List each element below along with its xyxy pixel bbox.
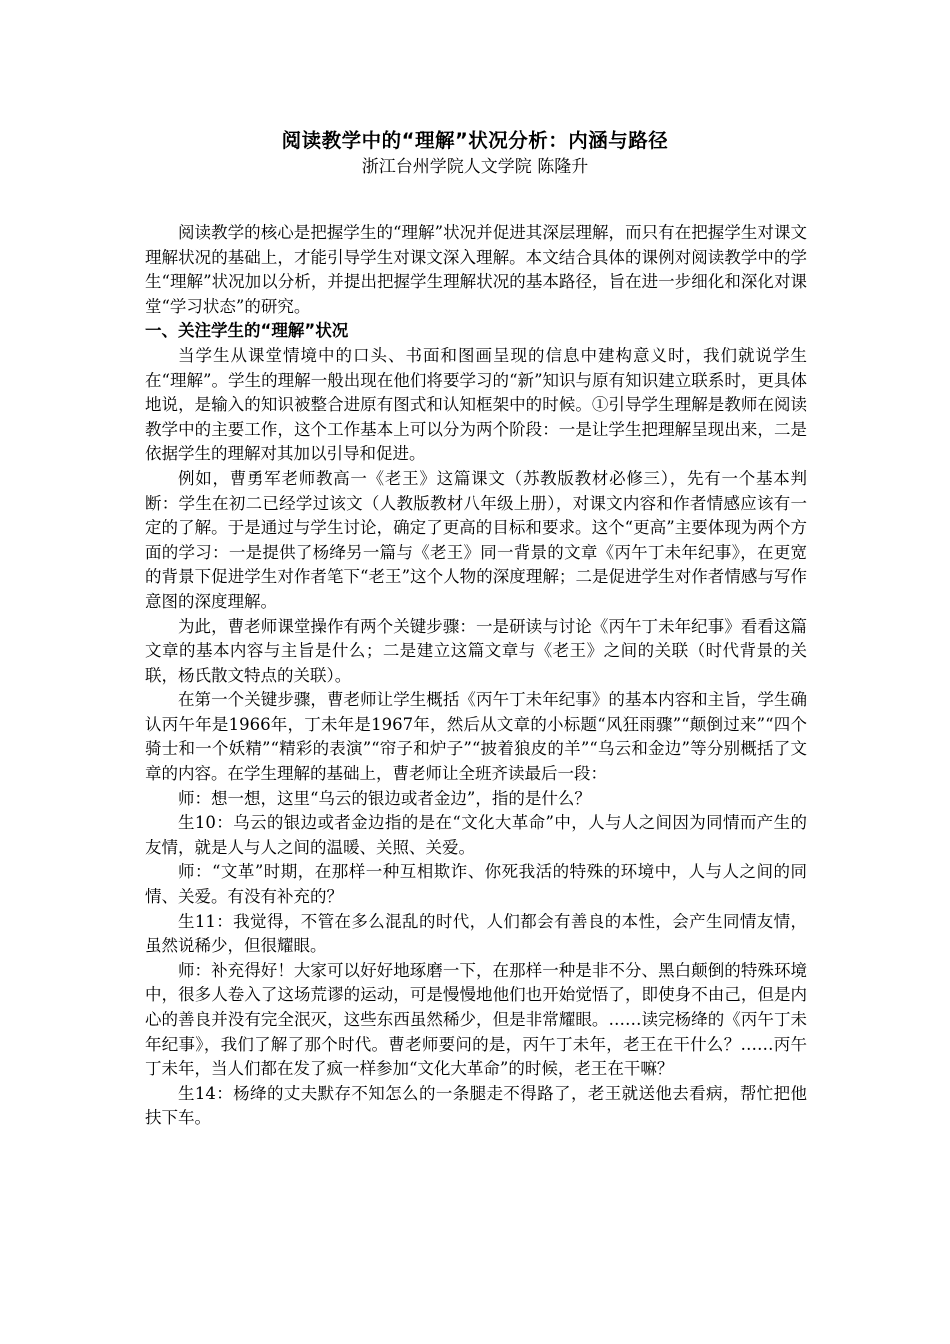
section-heading: 一、关注学生的“理解”状况 bbox=[145, 321, 349, 341]
body-paragraph: 在第一个关键步骤，曹老师让学生概括《丙午丁未年纪事》的基本内容和主旨，学生确认丙午年是1966年，丁未年是1967年，然后从文章的小标题“风狂雨骤”“颠倒过来”“四个骑士和一个妖精”“精彩的表演”“帘子和炉子”“披着狼皮的羊”“乌云和金边”等分别概括了文章的内容。在学生理解的基础上，曹老师让全班齐读最后一段： bbox=[145, 690, 807, 784]
dialogue-paragraph: 生10：乌云的银边或者金边指的是在“文化大革命”中，人与人之间因为同情而产生的友情，就是人与人之间的温暖、关照、关爱。 bbox=[145, 813, 807, 857]
dialogue-paragraph: 师：想一想，这里“乌云的银边或者金边”，指的是什么？ bbox=[178, 788, 591, 808]
dialogue-paragraph: 生14：杨绛的丈夫默存不知怎么的一条腿走不得路了，老王就送他去看病，帮忙把他扶下车。 bbox=[145, 1083, 807, 1128]
body-paragraph: 当学生从课堂情境中的口头、书面和图画呈现的信息中建构意义时，我们就说学生在“理解”。学生的理解一般出现在他们将要学习的“新”知识与原有知识建立联系时，更具体地说，是输入的知识被整合进原有图式和认知框架中的时候。①引导学生理解是教师在阅读教学中的主要工作，这个工作基本上可以分为两个阶段：一是让学生把理解呈现出来，二是依据学生的理解对其加以引导和促进。 bbox=[145, 345, 807, 464]
dialogue-paragraph: 师：“文革”时期，在那样一种互相欺诈、你死我活的特殊的环境中，人与人之间的同情、关爱。有没有补充的？ bbox=[145, 862, 807, 907]
body-paragraph: 为此，曹老师课堂操作有两个关键步骤：一是研读与讨论《丙午丁未年纪事》看看这篇文章的基本内容与主旨是什么；二是建立这篇文章与《老王》之间的关联（时代背景的关联，杨氏散文特点的关联）。 bbox=[145, 616, 807, 685]
document-body bbox=[145, 221, 807, 1131]
dialogue-paragraph: 师：补充得好！大家可以好好地琢磨一下，在那样一种是非不分、黑白颠倒的特殊环境中，很多人卷入了这场荒谬的运动，可是慢慢地他们也开始觉悟了，即使身不由己，但是内心的善良并没有完全泯灭，这些东西虽然稀少，但是非常耀眼。……读完杨绛的《丙午丁未年纪事》，我们了解了那个时代。曹老师要问的是，丙午丁未年，老王在干什么？……丙午丁未年，当人们都在发了疯一样参加“文化大革命”的时候，老王在干嘛？ bbox=[145, 960, 807, 1079]
dialogue-paragraph: 生11：我觉得，不管在多么混乱的时代，人们都会有善良的本性，会产生同情友情，虽然说稀少，但很耀眼。 bbox=[145, 911, 807, 956]
author-line: 浙江台州学院人文学院 陈隆升 bbox=[361, 157, 589, 177]
body-paragraph: 例如，曹勇军老师教高一《老王》这篇课文（苏教版教材必修三），先有一个基本判断：学生在初二已经学过该文（人教版教材八年级上册），对课文内容和作者情感应该有一定的了解。于是通过与学生讨论，确定了更高的目标和要求。这个“更高”主要体现为两个方面的学习：一是提供了杨绛另一篇与《老王》同一背景的文章《丙午丁未年纪事》，在更宽的背景下促进学生对作者笔下“老王”这个人物的深度理解；二是促进学生对作者情感与写作意图的深度理解。 bbox=[145, 468, 807, 611]
abstract-paragraph: 阅读教学的核心是把握学生的“理解”状况并促进其深层理解，而只有在把握学生对课文理解状况的基础上，才能引导学生对课文深入理解。本文结合具体的课例对阅读教学中的学生“理解”状况加以分析，并提出把握学生理解状况的基本路径，旨在进一步细化和深化对课堂“学习状态”的研究。 bbox=[145, 223, 807, 316]
document-title: 阅读教学中的“理解”状况分析：内涵与路径 bbox=[281, 129, 669, 152]
